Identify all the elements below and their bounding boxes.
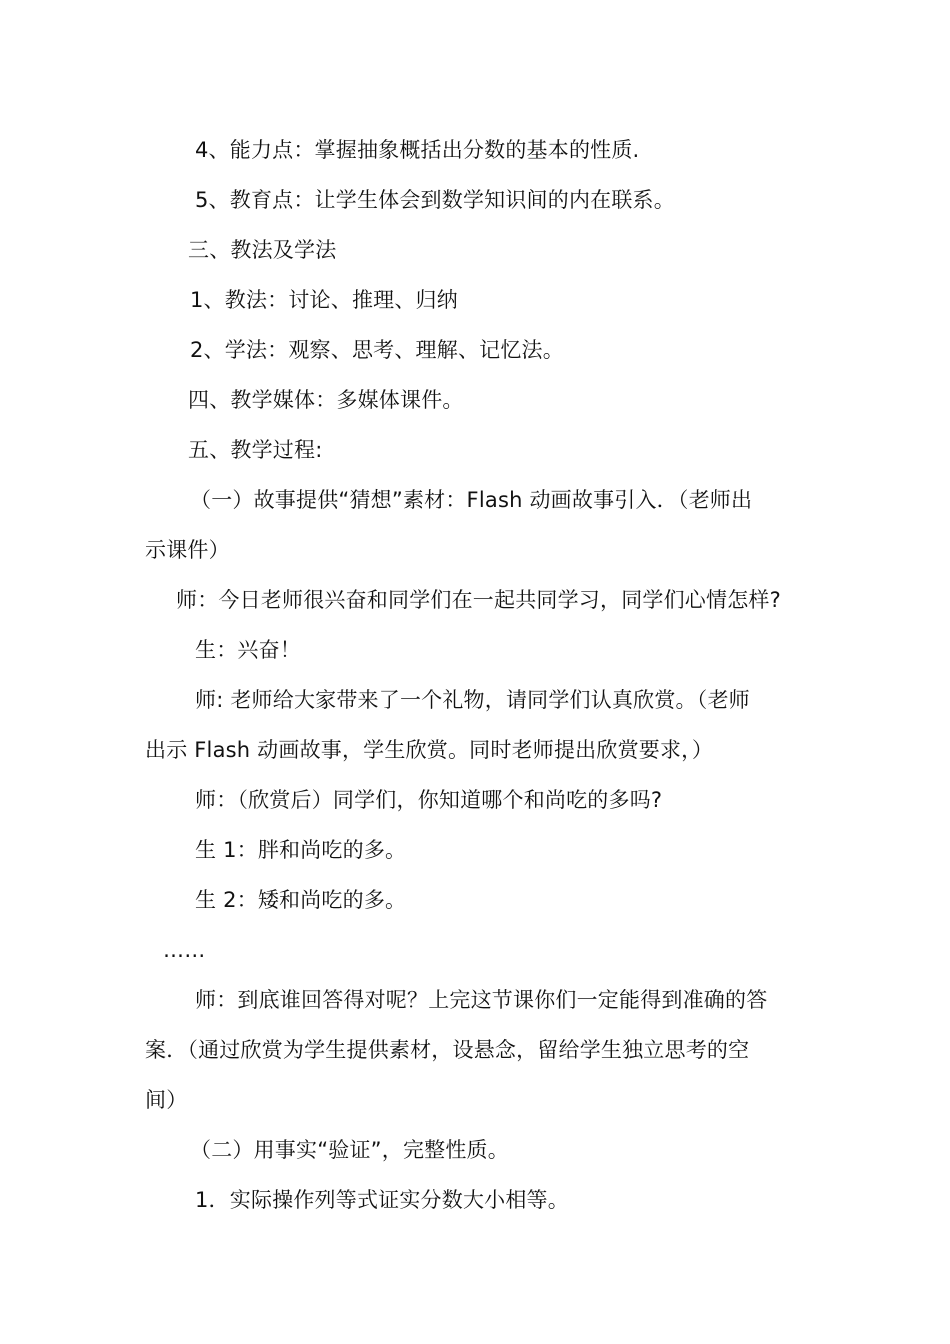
dialogue-teacher-2-cont: 出示 Flash 动画故事，学生欣赏。同时老师提出欣赏要求，） bbox=[145, 738, 714, 762]
dialogue-teacher-4: 师：到底谁回答得对呢？上完这节课你们一定能得到准确的答 bbox=[195, 988, 768, 1012]
line-practical-operation: 1．实际操作列等式证实分数大小相等。 bbox=[195, 1188, 569, 1212]
dialogue-teacher-3: 师：（欣赏后）同学们，你知道哪个和尚吃的多吗? bbox=[195, 788, 663, 812]
line-teaching-method: 1、教法：讨论、推理、归纳 bbox=[190, 288, 458, 312]
section-heading-media: 四、教学媒体：多媒体课件。 bbox=[188, 388, 464, 412]
dialogue-student-1: 生：兴奋！ bbox=[195, 638, 301, 662]
dialogue-teacher-2: 师: 老师给大家带来了一个礼物，请同学们认真欣赏。（老师 bbox=[195, 688, 750, 712]
paragraph-story-intro: （一）故事提供“猜想”素材：Flash 动画故事引入．（老师出 bbox=[190, 488, 753, 512]
dialogue-teacher-4-end: 间） bbox=[145, 1088, 188, 1112]
ellipsis-line: …… bbox=[163, 938, 206, 962]
dialogue-teacher-1: 师：今日老师很兴奋和同学们在一起共同学习，同学们心情怎样? bbox=[176, 588, 781, 612]
dialogue-student-3: 生 2：矮和尚吃的多。 bbox=[195, 888, 407, 912]
line-ability-point: 4、能力点：掌握抽象概括出分数的基本的性质. bbox=[195, 138, 640, 162]
line-education-point: 5、教育点：让学生体会到数学知识间的内在联系。 bbox=[195, 188, 675, 212]
dialogue-student-2: 生 1：胖和尚吃的多。 bbox=[195, 838, 407, 862]
paragraph-story-intro-cont: 示课件） bbox=[145, 538, 230, 562]
section-heading-process: 五、教学过程: bbox=[188, 438, 323, 462]
line-learning-method: 2、学法：观察、思考、理解、记忆法。 bbox=[190, 338, 564, 362]
dialogue-teacher-4-cont: 案．（通过欣赏为学生提供素材，设悬念，留给学生独立思考的空 bbox=[145, 1038, 750, 1062]
subsection-heading-verify: （二）用事实“验证”，完整性质。 bbox=[190, 1138, 509, 1162]
section-heading-methods: 三、教法及学法 bbox=[188, 238, 337, 262]
